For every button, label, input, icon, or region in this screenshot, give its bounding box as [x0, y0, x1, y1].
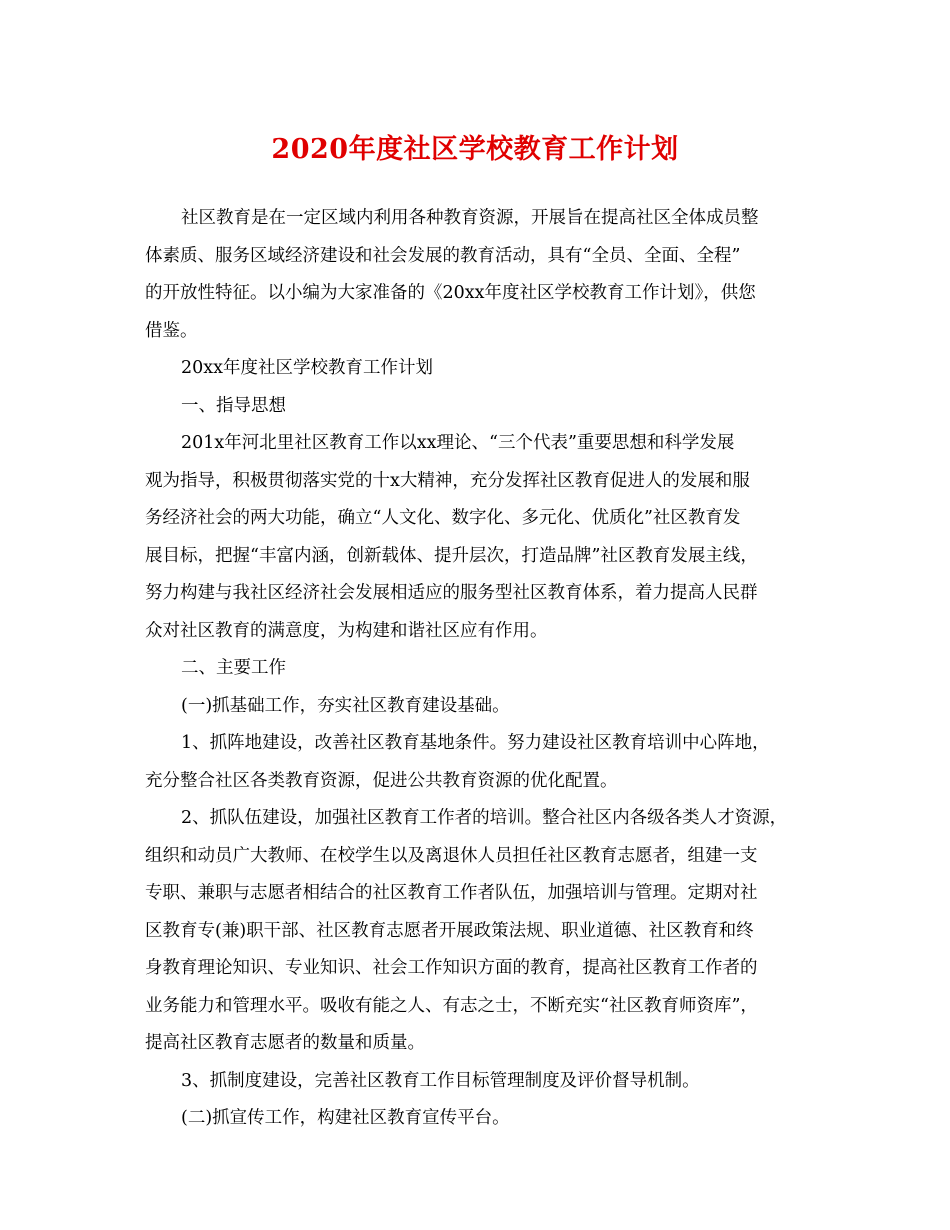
- paragraph-intro: [145, 200, 825, 350]
- text-line: 201x年河北里社区教育工作以xx理论、“三个代表”重要思想和科学发展: [181, 433, 735, 453]
- text-line: 区教育专(兼)职干部、社区教育志愿者开展政策法规、职业道德、社区教育和终: [145, 920, 754, 941]
- section-heading-main-work: [145, 650, 825, 688]
- text-line: 努力构建与我社区经济社会发展相适应的服务型社区教育体系，着力提高人民群: [145, 583, 758, 603]
- paragraph-item-2: [145, 800, 825, 1063]
- document-body: [145, 200, 825, 1138]
- text-line: (二)抓宣传工作，构建社区教育宣传平台。: [181, 1108, 510, 1128]
- text-line: 展目标，把握“丰富内涵，创新载体、提升层次，打造品牌”社区教育发展主线，: [145, 545, 758, 566]
- text-line: 观为指导，积极贯彻落实党的十x大精神，充分发挥社区教育促进人的发展和服: [145, 470, 750, 491]
- subsection-heading-basic-work: [145, 688, 825, 726]
- subsection-heading-publicity: [145, 1100, 825, 1138]
- text-line: 专职、兼职与志愿者相结合的社区教育工作者队伍，加强培训与管理。定期对社: [145, 883, 758, 903]
- text-line: 借鉴。: [145, 320, 198, 341]
- text-line: 充分整合社区各类教育资源，促进公共教育资源的优化配置。: [145, 770, 618, 791]
- text-line: 一、指导思想: [181, 395, 286, 416]
- document-title: 2020年度社区学校教育工作计划: [271, 134, 679, 165]
- text-line: 二、主要工作: [181, 658, 286, 678]
- text-line: 社区教育是在一定区域内利用各种教育资源，开展旨在提高社区全体成员整: [181, 208, 759, 228]
- paragraph-guiding-thought: [145, 425, 825, 650]
- text-line: 体素质、服务区域经济建设和社会发展的教育活动，具有“全员、全面、全程”: [145, 245, 741, 266]
- text-line: 身教育理论知识、专业知识、社会工作知识方面的教育，提高社区教育工作者的: [145, 958, 758, 978]
- text-line: 20xx年度社区学校教育工作计划: [181, 358, 434, 378]
- text-line: 2、抓队伍建设，加强社区教育工作者的培训。整合社区内各级各类人才资源，: [181, 808, 788, 828]
- text-line: 业务能力和管理水平。吸收有能之人、有志之士，不断充实“社区教育师资库”，: [145, 995, 758, 1016]
- text-line: 组织和动员广大教师、在校学生以及离退休人员担任社区教育志愿者，组建一支: [145, 845, 758, 866]
- text-line: 众对社区教育的满意度，为构建和谐社区应有作用。: [145, 620, 548, 641]
- text-line: 1、抓阵地建设，改善社区教育基地条件。努力建设社区教育培训中心阵地，: [181, 733, 770, 753]
- paragraph-subtitle: [145, 350, 825, 388]
- paragraph-item-3: [145, 1063, 825, 1101]
- text-line: 提高社区教育志愿者的数量和质量。: [145, 1033, 425, 1053]
- text-line: 务经济社会的两大功能，确立“人文化、数字化、多元化、优质化”社区教育发: [145, 508, 741, 528]
- paragraph-item-1: [145, 725, 825, 800]
- text-line: (一)抓基础工作，夯实社区教育建设基础。: [181, 695, 510, 716]
- text-line: 的开放性特征。以小编为大家准备的《20xx年度社区学校教育工作计划》，供您: [145, 283, 756, 303]
- section-heading-guiding-thought: [145, 388, 825, 426]
- text-line: 3、抓制度建设，完善社区教育工作目标管理制度及评价督导机制。: [181, 1070, 700, 1091]
